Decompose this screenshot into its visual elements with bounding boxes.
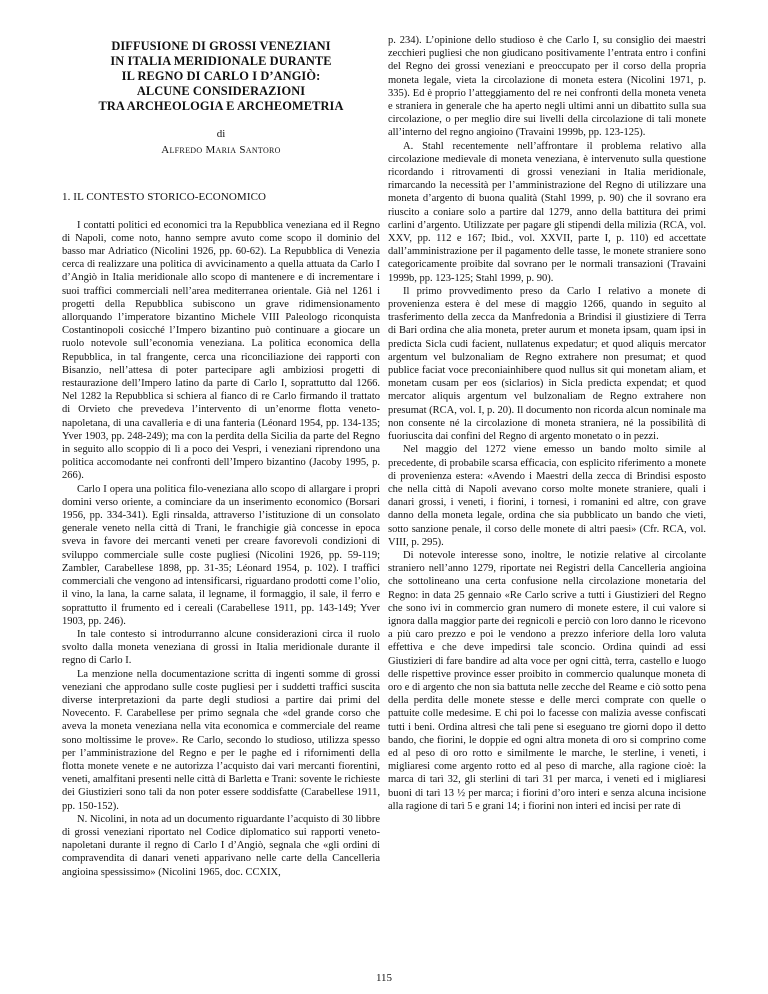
title-line: ALCUNE CONSIDERAZIONI <box>136 84 306 98</box>
paragraph: La menzione nella documentazione scritta di ingenti somme di grossi veneziani che approdano sulle coste pugliesi per i suddetti traffici suscita diverse interpretazioni da parte degli studiosi a partire dai primi del Novecento. F. Carabellese per primo segnala che «del grande corso che aveva la moneta veneziana nella vita economica e commerciale del reame sono moltissime le prove». Re Carlo, secondo lo studioso, utilizza spesso per l’amministrazione del Regno e per le paghe ed i rifornimenti della flotta monete venete e ne autorizza l’acquisto dai vari mercanti fiorentini, veneti, amalfitani presenti nelle città di Barletta e Trani: sovente le richieste dei Giustizieri sono tali da non poter essere soddisfatte (Carabellese 1911, pp. 150-152). <box>62 668 380 812</box>
section-heading: 1. IL CONTESTO STORICO-ECONOMICO <box>62 191 267 204</box>
article-title <box>62 39 380 114</box>
paragraph: Nel maggio del 1272 viene emesso un bando molto simile al precedente, di probabile scarsa efficacia, con esplicito riferimento a monete di provenienza estera: «Avendo i Maestri della zecca di Brindisi esposto che nella città di Napoli avevano corso molte monete straniere, quali i danari grossi, i veneti, i fiorini, i tornesi, i romanini ed altre, con grave danno della moneta legale, ordina che sia pubblicato un bando che vieti, sotto sanzione penale, il corso delle monete di altri paesi» (Cfr. RCA, vol. VIII, p. 295). <box>388 444 706 548</box>
paragraph: In tale contesto si introdurranno alcune considerazioni circa il ruolo svolto dalla moneta veneziana di grossi in Italia meridionale durante il regno di Carlo I. <box>62 628 380 667</box>
paragraph: p. 234). L’opinione dello studioso è che Carlo I, su consiglio dei maestri zecchieri pugliesi che non giudicano positivamente l’entrata entro i confini del Regno dei grossi veneziani e preoccupato per il corso della propria moneta legale, vieta la circolazione di moneta estera (Nicolini 1971, p. 335). Ed è proprio l’atteggiamento del re nei confronti della moneta veneta e straniera in generale che ha aperto negli ultimi anni un dibattito sulla sua circolazione, o per meglio dire sui livelli della circolazione di tali monete all’interno del regno angioino (Travaini 1999b, pp. 123-125). <box>388 35 706 139</box>
title-line: IL REGNO DI CARLO I D’ANGIÒ: <box>121 69 321 83</box>
paragraph: Di notevole interesse sono, inoltre, le notizie relative al circolante straniero nell’anno 1279, riportate nei Registri della Cancelleria angioina che sottolineano una certa confusione nella circolazione monetaria del Regno: in data 25 gennaio «Re Carlo scrive a tutti i Giustizieri del Regno che sono ivi in commercio gran numero di monete estere, il cui valore si ignora dalla maggior parte dei regnicoli e perciò con loro danno le ricevono a più caro prezzo e poi le vendono a prezzo inferiore della loro valuta effettiva e che deve impedirsi tale sconcio. Ordina quindi ad essi Giustizieri di fare bandire ad alta voce per ogni città, terra, castello e luogo delle rispettive province esser proibito in commercio qualunque moneta di oro e di argento che non sia battuta nelle zecche del Reame e ciò sotto pena della perdita delle monete stesse e delle merci comprate con quelle o pattuite colle medesime. E chi poi lo facesse con malizia avesse confiscati tutti i beni. Ordina altresì che tali pene si eseguano tre giorni dopo il detto bando, che fiorini, le doppie ed ogni altra moneta di oro si comprino come ed al peso di oro rotto e similmente le marche, le sterline, i veneti, i migliaresi come argento rotto ed al peso di marche, alla ragione cioè: la marca di tarì 32, gli sterlini di tarì 31 per marca, i veneti ed i migliaresi buoni di tarì 13 ½ per marca; i fiorini d’oro interi e senza alcuna incisione alla ragione di tarì 5 e grani 14; i fiorini non interi ed incisi per rate di <box>388 549 706 812</box>
left-column <box>62 34 380 879</box>
title-line: DIFFUSIONE DI GROSSI VENEZIANI <box>111 39 331 53</box>
author-name: Alfredo Maria Santoro <box>161 144 281 157</box>
paragraph: A. Stahl recentemente nell’affrontare il problema relativo alla circolazione medievale di moneta veneziana, è intervenuto sulla questione ricordando i ritrovamenti di grossi veneziani in Italia meridionale, rimarcando la necessità per l’amministrazione del Regno di utilizzare una moneta d’argento di buona qualità (Stahl 1999, p. 90) che il sovrano era riuscito a coniare solo a partire dal 1279, anno della battitura dei primi carlini d’argento. Utilizzate per pagare gli stipendi della milizia (RCA, vol. XXV, pp. 112 e 167; Ibid., vol. XXVII, parte I, p. 110) ed accettate dall’amministrazione per il pagamento delle tasse, le monete straniere sono categoricamente proibite dal sovrano per le normali transazioni (Travaini 1999b, pp. 123-125; Stahl 1999, p. 90). <box>388 140 706 284</box>
title-line: TRA ARCHEOLOGIA E ARCHEOMETRIA <box>98 99 344 113</box>
title-line: IN ITALIA MERIDIONALE DURANTE <box>110 54 332 68</box>
paragraph: I contatti politici ed economici tra la Repubblica veneziana ed il Regno di Napoli, come noto, hanno sempre avuto come scopo il dominio del basso mar Adriatico (Nicolini 1926, pp. 60-62). La Repubblica di Venezia cerca di realizzare una politica di avvicinamento a quella attuata da Carlo I d’Angiò in Italia meridionale allo scopo di mantenere e di incrementare i suoi traffici commerciali nell’area mediterranea orientale. Già nel 1261 i progetti della Repubblica subiscono un grave ridimensionamento allorquando l’imperatore bizantino Michele VIII Paleologo riconquista Costantinopoli cosicché l’Impero bizantino può continuare a giocare un ruolo notevole sull’economia veneziana. La politica economica della Repubblica, in tal frangente, cerca una riconciliazione dei rapporti con Bisanzio, nell’attesa di poter partecipare agli ambiziosi progetti di restaurazione dell’Impero latino da parte di Carlo I, soprattutto dal 1266. Nel 1282 la Repubblica si schiera al fianco di re Carlo firmando il trattato di Orvieto che prevedeva l’intervento di un’enorme flotta veneto-napoletana, di una cavalleria e di una fanteria (Léonard 1954, pp. 134-135; Yver 1903, pp. 248-249); ma con la perdita della Sicilia da parte del Regno in seguito allo scoppio di lì a poco dei Vespri, i veneziani riprendono una politica accomodante nei confronti dell’Impero bizantino (Jacoby 1995, p. 266). <box>62 219 380 482</box>
page-number: 115 <box>375 972 393 984</box>
paragraph: Carlo I opera una politica filo-veneziana allo scopo di allargare i propri domini verso oriente, a cominciare da un inserimento economico (Borsari 1956, pp. 334-341). Egli rinsalda, attraverso l’istituzione di un consolato generale veneto nella città di Trani, le franchigie già concesse in epoca sveva in favore dei mercanti veneti per creare favorevoli condizioni di sviluppo commerciale sulle coste pugliesi (Nicolini 1926, pp. 59-119; Zambler, Carabellese 1898, pp. 31-35; Léonard 1954, p. 102). I traffici commerciali che vengono ad intensificarsi, riguardano prodotti come l’olio, il vino, la lana, la carne salata, il legname, il formaggio, il sale, il ferro e soprattutto il frumento ed i cereali (Carabellese 1911, pp. 143-149; Yver 1903, pp. 246). <box>62 483 380 627</box>
paragraph: N. Nicolini, in nota ad un documento riguardante l’acquisto di 30 libbre di grossi veneziani riportato nel Codice diplomatico sui rapporti veneto-napoletani durante il regno di Carlo I d’Angiò, segnala che «gli ordini di compravendita di danari veneti apparivano nelle carte della Cancelleria angioina spessissimo» (Nicolini 1965, doc. CCXIX, <box>62 813 380 878</box>
paragraph: Il primo provvedimento preso da Carlo I relativo a monete di provenienza estera è del mese di maggio 1266, quando in seguito al trasferimento della zecca da Manfredonia a Brindisi il giustiziere di Terra di Bari ordina che alia moneta, preter aurum et moneta ipsam, quam ipsi in predicta Sicla cudi facient, nullatenus expedatur; et quod aliquis mercator argentum vel bulzonaliam de Regno extrahere non presumat; et quod publice faciat voce preconiainhibere quod nullus sit qui monetam aliam, et monetam cusam per eos (siclarios) in Sicla predicta expendat; et quod mercator aliquis argentum vel bulzonaliam de Regno extrahere non presumat (RCA, vol. I, p. 20). Il documento non ricorda alcun nominale ma non consente né la circolazione di moneta straniera, né la possibilità di fuoriuscita dai confini del Regno di argento monetato o in pezzi. <box>388 285 706 443</box>
byline-di: di <box>216 128 226 140</box>
right-column <box>388 34 706 813</box>
